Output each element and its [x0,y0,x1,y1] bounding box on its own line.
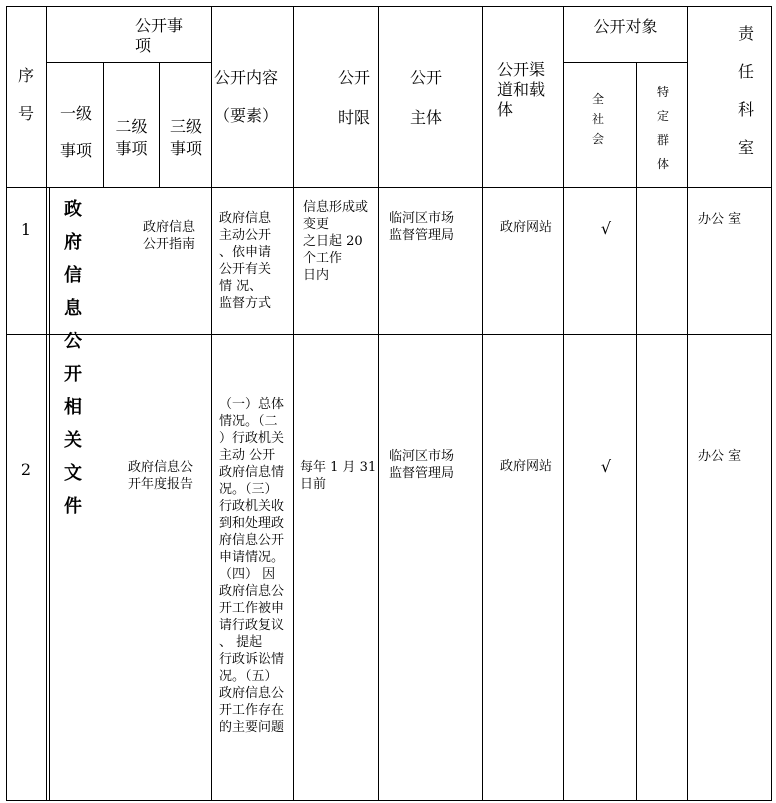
row-2-subject: 临河区市场 监督管理局 [389,449,455,481]
header-bottom-line [6,187,772,188]
header-responsible: 责 任 科 室 [737,24,754,157]
row-2-time-limit: 每年 1 月 31 日前 [300,460,377,492]
row-2-content: （一）总体 情况。（二 ）行政机关 主动 公开 政府信息情 况。（三） 行政机关收 到和处理政 府信息公开 申请情况。 （四） 因 政府信息公 开工作被申 请行政复议 、 提起 行政诉讼情 况。（五） 政府信息公 开工作存在 的主要问题 [219,397,285,735]
header-content: 公开内容 （要素） [214,68,279,125]
row-2-responsible: 办公 室 [698,449,742,464]
row-1-responsible: 办公 室 [698,212,742,227]
table-border-right [771,6,772,801]
row-2-public-check: √ [600,457,612,476]
row-2-item: 政府信息公 开年度报告 [128,460,194,492]
header-subject: 公开 主体 [410,68,443,127]
category-inner-line [49,187,50,801]
table-border-bottom [6,800,772,801]
col-line-audience-split [636,62,637,801]
row-2-seq: 2 [20,460,32,479]
header-audience-public: 全 社 会 [591,92,604,146]
row-1-channel: 政府网站 [500,220,553,235]
col-line-level1 [103,62,104,188]
col-line-audience [687,6,688,801]
row-1-public-check: √ [600,219,612,238]
row-1-content: 政府信息 主动公开 、依申请 公开有关 情 况、 监督方式 [219,211,272,311]
col-line-seq [46,6,47,801]
category-label: 政 府 信 息 公 开 相 关 文 件 [64,199,82,517]
header-divider-disclosure [46,62,211,63]
col-line-level2 [159,62,160,188]
col-line-time [378,6,379,801]
header-level2: 二级 事项 [115,117,148,158]
row-1-time-limit: 信息形成或 变更 之日起 20 个工作 日内 [303,200,369,283]
header-level3: 三级 事项 [169,117,202,158]
col-line-channel [563,6,564,801]
row-2-channel: 政府网站 [500,459,553,474]
col-line-subject [482,6,483,801]
row-1-bottom-line [6,334,772,335]
header-divider-audience [563,62,687,63]
row-1-seq: 1 [20,220,32,239]
row-1-subject: 临河区市场 监督管理局 [389,211,455,243]
header-seq: 序 号 [17,66,34,123]
header-channel: 公开渠 道和载 体 [497,60,546,119]
header-audience-specific: 特 定 群 体 [656,85,669,171]
header-disclosure-item: 公开事 项 [135,16,184,55]
table-border-top [6,6,772,7]
col-line-item [211,6,212,801]
header-level1: 一级 事项 [59,104,92,160]
table-border-left [6,6,7,801]
row-1-item: 政府信息 公开指南 [143,220,196,252]
header-time-limit: 公开 时限 [338,68,371,127]
header-audience: 公开对象 [593,17,658,36]
col-line-content [293,6,294,801]
